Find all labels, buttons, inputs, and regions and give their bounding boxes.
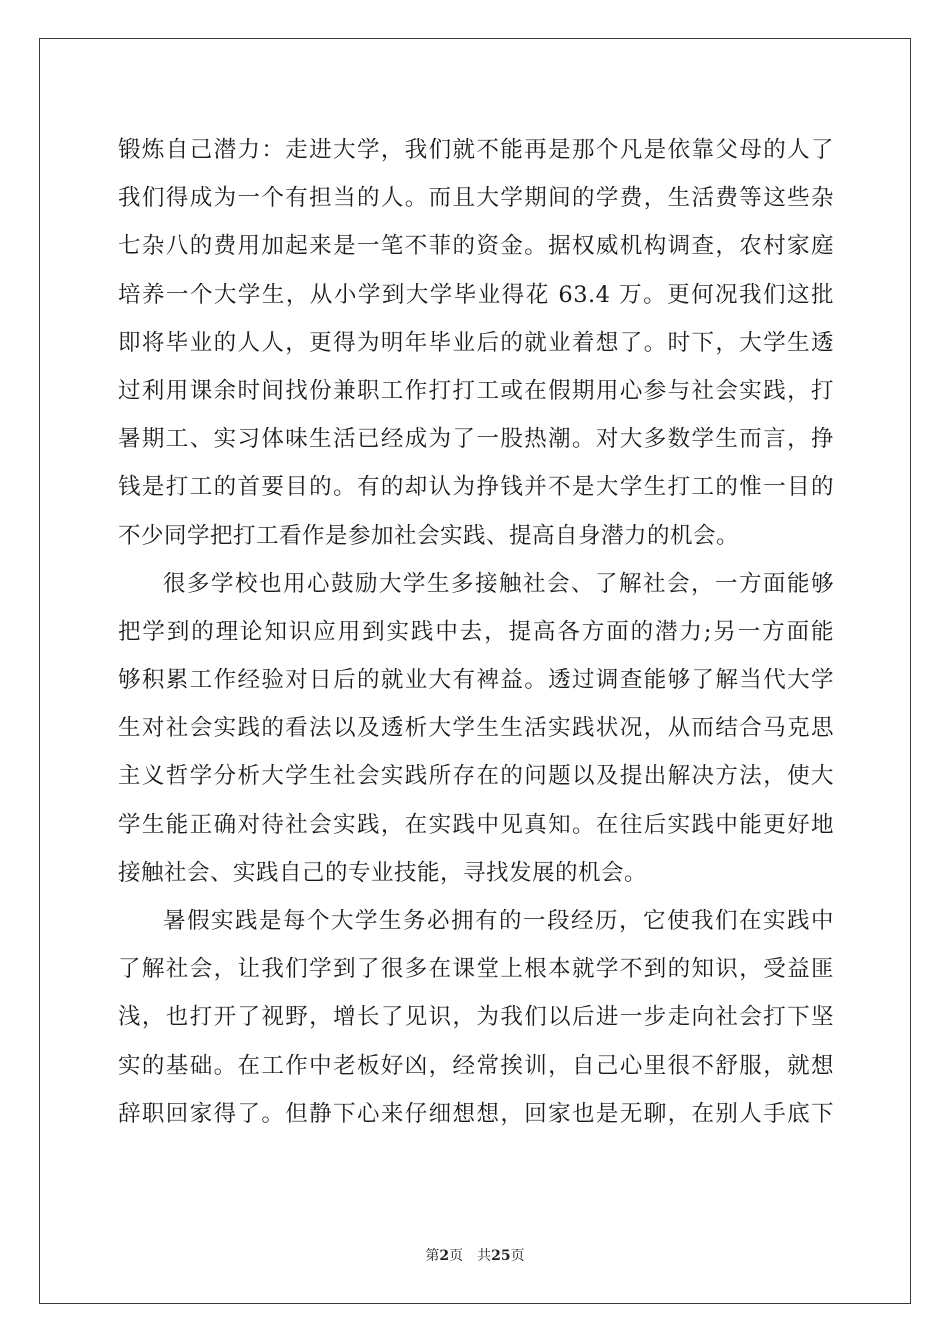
total-pages: 25 (491, 1248, 511, 1264)
text-line: 浅，也打开了视野，增长了见识，为我们以后进一步走向社会打下坚 (118, 1004, 834, 1031)
text-line: 够积累工作经验对日后的就业大有裨益。透过调查能够了解当代大学 (118, 667, 834, 694)
total-suffix: 页 (510, 1248, 525, 1264)
text-line: 钱是打工的首要目的。有的却认为挣钱并不是大学生打工的惟一目的 (118, 474, 834, 501)
text-line: 实的基础。在工作中老板好凶，经常挨训，自己心里很不舒服，就想 (118, 1052, 834, 1079)
text-line: 过利用课余时间找份兼职工作打打工或在假期用心参与社会实践，打 (118, 377, 834, 404)
text-line: 即将毕业的人人，更得为明年毕业后的就业着想了。时下，大学生透 (118, 329, 834, 356)
text-line: 辞职回家得了。但静下心来仔细想想，回家也是无聊，在别人手底下 (118, 1100, 834, 1127)
text-line: 学生能正确对待社会实践，在实践中见真知。在往后实践中能更好地 (118, 811, 834, 838)
text-line: 暑假实践是每个大学生务必拥有的一段经历，它使我们在实践中 (163, 908, 834, 934)
page-number: 2 (439, 1248, 450, 1264)
text-line: 暑期工、实习体味生活已经成为了一股热潮。对大多数学生而言，挣 (118, 426, 834, 453)
text-line: 了解社会，让我们学到了很多在课堂上根本就学不到的知识，受益匪 (118, 956, 834, 983)
text-line: 把学到的理论知识应用到实践中去，提高各方面的潜力;另一方面能 (118, 618, 834, 645)
text-line: 很多学校也用心鼓励大学生多接触社会、了解社会，一方面能够 (163, 570, 834, 597)
page-prefix: 第 (425, 1248, 440, 1264)
page-footer (0, 1245, 950, 1265)
page-suffix: 页 (449, 1248, 464, 1264)
text-line: 我们得成为一个有担当的人。而且大学期间的学费，生活费等这些杂 (118, 185, 834, 212)
text-line: 七杂八的费用加起来是一笔不菲的资金。据权威机构调查，农村家庭 (118, 233, 834, 260)
text-line: 不少同学把打工看作是参加社会实践、提高自身潜力的机会。 (118, 522, 740, 549)
text-line: 锻炼自己潜力：走进大学，我们就不能再是那个凡是依靠父母的人了 (118, 137, 834, 163)
text-line: 培养一个大学生，从小学到大学毕业得花 63.4 万。更何况我们这批 (118, 281, 834, 308)
document-body (118, 126, 834, 1138)
text-line: 生对社会实践的看法以及透析大学生生活实践状况，从而结合马克思 (118, 715, 834, 742)
text-line: 接触社会、实践自己的专业技能，寻找发展的机会。 (118, 859, 648, 886)
text-line: 主义哲学分析大学生社会实践所存在的问题以及提出解决方法，使大 (118, 763, 834, 790)
total-prefix: 共 (477, 1248, 492, 1264)
